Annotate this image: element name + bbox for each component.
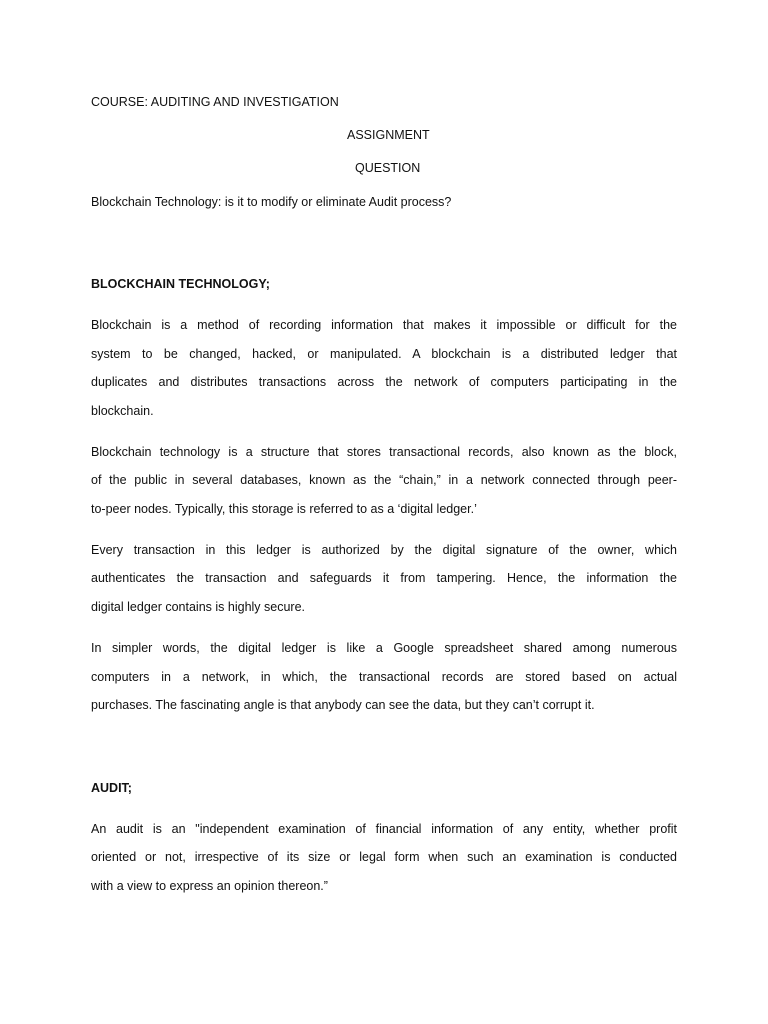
assignment-heading: ASSIGNMENT (347, 128, 430, 142)
paragraph-line: In simpler words, the digital ledger is like a Google spreadsheet shared among numerous (91, 641, 677, 655)
paragraph-line: with a view to express an opinion thereon.” (91, 879, 328, 893)
question-heading: QUESTION (355, 161, 421, 175)
course-line: COURSE: AUDITING AND INVESTIGATION (91, 95, 339, 109)
paragraph-line: of the public in several databases, known as the “chain,” in a network connected through peer- (91, 473, 677, 487)
question-text: Blockchain Technology: is it to modify or eliminate Audit process? (91, 195, 452, 209)
paragraph-line: Blockchain technology is a structure that stores transactional records, also known as the block, (91, 445, 677, 459)
blockchain-heading: BLOCKCHAIN TECHNOLOGY; (91, 277, 270, 291)
paragraph-line: oriented or not, irrespective of its size or legal form when such an examination is conducted (91, 850, 677, 864)
paragraph-line: computers in a network, in which, the transactional records are stored based on actual (91, 670, 677, 684)
paragraph-line: digital ledger contains is highly secure. (91, 600, 306, 614)
paragraph-line: duplicates and distributes transactions across the network of computers participating in the (91, 375, 677, 389)
paragraph-line: system to be changed, hacked, or manipulated. A blockchain is a distributed ledger that (91, 347, 677, 361)
paragraph-line: to-peer nodes. Typically, this storage is referred to as a ‘digital ledger.’ (91, 502, 477, 516)
paragraph-line: authenticates the transaction and safeguards it from tampering. Hence, the information the (91, 571, 677, 585)
paragraph-line: Blockchain is a method of recording information that makes it impossible or difficult for the (91, 318, 677, 332)
paragraph-line: purchases. The fascinating angle is that anybody can see the data, but they can’t corrupt it. (91, 698, 595, 712)
paragraph-line: An audit is an "independent examination of financial information of any entity, whether profit (91, 822, 677, 836)
paragraph-line: blockchain. (91, 404, 154, 418)
paragraph-line: Every transaction in this ledger is authorized by the digital signature of the owner, which (91, 543, 677, 557)
audit-heading: AUDIT; (91, 781, 132, 795)
